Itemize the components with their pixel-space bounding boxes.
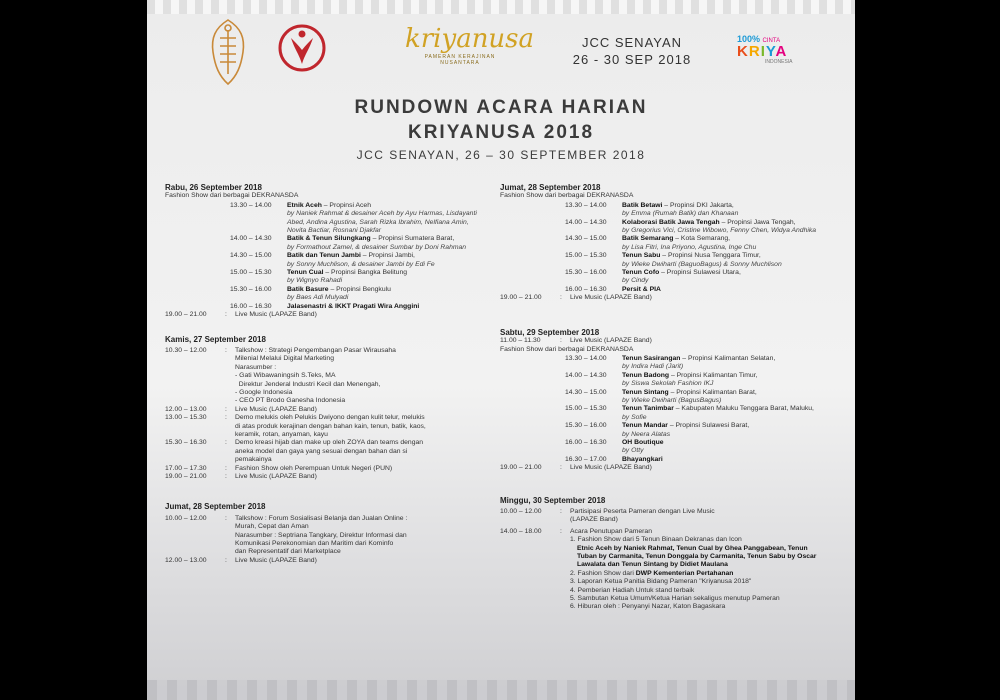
schedule-row: [500, 508, 830, 525]
separator: :: [560, 464, 562, 472]
activity-line: Narasumber : Septriana Tangkary, Direktur Informasi dan: [235, 531, 407, 539]
event-detail: [622, 269, 741, 286]
time-slot: 15.00 – 15.30: [565, 405, 607, 413]
dekranas-emblem-icon: [205, 18, 251, 86]
schedule-row: [500, 337, 830, 345]
activity-line: Demo melukis oleh Pelukis Dwiyono dengan kulit telur, melukis: [235, 414, 425, 422]
event-detail: [287, 286, 391, 303]
activity-line: Lawalata dan Tenun Sintang by Didiet Maulana: [577, 561, 728, 569]
venue-line2: 26 - 30 SEP 2018: [572, 52, 692, 67]
event-designer: by Wignyo Rahadi: [287, 277, 343, 285]
event-detail: [622, 355, 775, 372]
event-region: – Kabupaten Maluku Tenggara Barat, Maluku,: [673, 405, 814, 413]
activity-line: [570, 570, 830, 578]
ornament-border-bottom: [147, 680, 855, 700]
right-column: [500, 182, 830, 612]
event-name: Etnik Aceh: [287, 201, 322, 209]
activity-line: Acara Penutupan Pameran: [570, 527, 652, 535]
event-designer: by Sofie: [622, 413, 647, 421]
day-heading: Rabu, 26 September 2018: [165, 183, 262, 192]
event-designer: by Otty: [622, 447, 644, 455]
event-name: OH Boutique: [622, 438, 664, 446]
fashion-show-row: [500, 235, 830, 252]
event-name: Batik dan Tenun Jambi: [287, 252, 361, 260]
fashion-show-row: [500, 202, 830, 219]
event-detail: [622, 405, 814, 422]
fashion-show-row: [500, 389, 830, 406]
fashion-show-row: [500, 286, 830, 294]
event-name: Tenun Sabu: [622, 252, 661, 260]
separator: :: [560, 527, 562, 535]
activity-line: Talkshow : Forum Sosialisasi Belanja dan Jualan Online :: [235, 514, 408, 522]
event-region: – Propinsi Aceh: [321, 201, 371, 209]
event-designer: by Gregorius Vici, Cristine Wibowo, Fenny Chen, Widya Andhika: [622, 227, 817, 235]
schedule-row: [165, 406, 485, 414]
fashion-show-row: [500, 269, 830, 286]
schedule-row: [500, 528, 830, 612]
page-subtitle: KRIYANUSA 2018: [407, 122, 595, 143]
separator: :: [560, 508, 562, 515]
time-slot: 13.30 – 14.00: [565, 354, 607, 362]
fashion-show-row: [165, 235, 485, 252]
time-slot: 16.00 – 16.30: [230, 302, 272, 310]
activity-text: 2. Fashion Show dari: [570, 569, 636, 577]
activity: [235, 414, 485, 439]
activity-line: pemakainya: [235, 456, 272, 464]
event-detail: [287, 269, 407, 286]
time-slot: 15.00 – 15.30: [565, 252, 607, 260]
day-heading: Sabtu, 29 September 2018: [500, 327, 600, 337]
event-region: – Propinsi Jambi,: [360, 252, 415, 260]
poster-page: [147, 0, 855, 700]
schedule-row: [165, 311, 485, 319]
separator: :: [225, 556, 227, 564]
badge-letter: A: [775, 43, 788, 60]
event-name: Tenun Sasirangan: [622, 354, 681, 362]
time-slot: 19.00 – 21.00: [165, 311, 207, 319]
event-region: – Propinsi Bangka Belitung: [323, 269, 408, 277]
activity-line: Demo kreasi hijab dan make up oleh ZOYA dan teams dengan: [235, 439, 424, 447]
event-designer: by Indira Hadi (Jarit): [622, 363, 684, 371]
cinta-kriya-badge: [737, 34, 807, 65]
event-detail: [622, 252, 782, 269]
time-slot: 14.00 – 14.30: [230, 235, 272, 243]
event-designer: by Naniek Rahmat & desainer Aceh by Ayu Harmas, Lisdayanti Abed, Andina Agustina, Sarah Rizka Ibrahim, Nelfiana Amin, Novita Bactiar, Rosnani Djakfar: [287, 210, 477, 235]
time-slot: 16.30 – 17.00: [565, 455, 607, 463]
activity: [235, 465, 485, 473]
separator: :: [225, 464, 227, 472]
badge-cinta: CINTA: [762, 38, 781, 44]
time-slot: 15.30 – 16.00: [565, 422, 607, 430]
event-designer: by Cindy: [622, 277, 649, 285]
event-designer: by Wieke Dwiharti (BagusBagus): [622, 396, 722, 404]
event-detail: [622, 456, 663, 464]
event-detail: [622, 439, 664, 456]
activity-line: Murah, Cepat dan Aman: [235, 523, 309, 531]
activity-line: - Google Indonesia: [235, 388, 293, 396]
time-slot: 19.00 – 21.00: [500, 294, 542, 302]
event-designer: by Wieke Dwiharti (BaguoBagus) & Sonny Muchlison: [622, 260, 782, 268]
event-designer: by Emma (Rumah Batik) dan Khanaan: [622, 210, 739, 218]
fashion-show-row: [165, 286, 485, 303]
activity-line: aneka model dan gaya yang sesuai dengan bahan dan si: [235, 447, 408, 455]
schedule-list: [165, 515, 485, 565]
time-slot: 13.00 – 15.30: [165, 414, 207, 422]
activity-line: 3. Laporan Ketua Panitia Bidang Pameran "Kriyanusa 2018": [570, 578, 752, 586]
section-subtitle: Fashion Show dari berbagai DEKRANASDA: [500, 345, 634, 353]
event-designer: by Sonny Muchlison, & desainer Jambi by Edi Fe: [287, 260, 435, 268]
fashion-show-row: [500, 219, 830, 236]
time-slot: 14.30 – 15.00: [565, 388, 607, 396]
activity-line: dan Representatif dari Marketplace: [235, 548, 341, 556]
time-slot: 10.00 – 12.00: [500, 508, 542, 515]
event-region: – Propinsi Sulawesi Barat,: [667, 422, 750, 430]
day-heading: Jumat, 28 September 2018: [165, 502, 266, 512]
separator: :: [225, 514, 227, 522]
event-name: Batik & Tenun Silungkang: [287, 235, 371, 243]
event-list: [165, 202, 485, 311]
event-name: Batik Semarang: [622, 235, 674, 243]
activity-line: keramik, rotan, anyaman, kayu: [235, 430, 328, 438]
event-region: – Kota Semarang,: [673, 235, 731, 243]
time-slot: 19.00 – 21.00: [500, 464, 542, 472]
kriyanusa-logo: [405, 24, 535, 76]
badge-indonesia: INDONESIA: [765, 59, 793, 65]
event-region: – Propinsi Sulawesi Utara,: [659, 269, 741, 277]
schedule-row: [500, 464, 830, 472]
day-heading: Kamis, 27 September 2018: [165, 334, 266, 344]
activity: Live Music (LAPAZE Band): [235, 311, 317, 319]
event-detail: [287, 235, 466, 252]
activity: [235, 557, 485, 565]
activity-line: Milenial Melalui Digital Marketing: [235, 355, 334, 363]
event-designer: by Siswa Sekolah Fashion IKJ: [622, 380, 714, 388]
fashion-show-row: [500, 422, 830, 439]
event-name: Batik Basure: [287, 285, 329, 293]
event-name: Persit & PIA: [622, 285, 661, 293]
schedule-row: [500, 294, 830, 302]
separator: :: [225, 439, 227, 447]
activity-line: Fashion Show oleh Perempuan Untuk Negeri (PUN): [235, 464, 393, 472]
time-slot: 12.00 – 13.00: [165, 405, 207, 413]
schedule-row: [165, 557, 485, 565]
separator: :: [225, 346, 227, 354]
time-slot: 19.00 – 21.00: [165, 473, 207, 480]
event-region: – Propinsi Kalimantan Timur,: [669, 371, 758, 379]
separator: :: [560, 337, 562, 345]
day-heading: Jumat, 28 September 2018: [500, 183, 601, 192]
schedule-row: [165, 515, 485, 557]
section-subtitle: Fashion Show dari berbagai DEKRANASDA: [500, 192, 634, 200]
badge-letter: I: [760, 43, 766, 60]
activity: [235, 347, 485, 406]
activity-line: Live Music (LAPAZE Band): [235, 405, 317, 413]
event-designer: by Lisa Fitri, Ina Priyono, Agustina, Inge Chu: [622, 243, 757, 251]
fashion-show-row: [165, 252, 485, 269]
schedule-list: [165, 347, 485, 482]
event-detail: [287, 202, 485, 236]
event-name: Tenun Mandar: [622, 422, 668, 430]
event-detail: [622, 372, 757, 389]
activity-line: Etnic Aceh by Naniek Rahmat, Tenun Cual by Ghea Panggabean, Tenun: [577, 544, 808, 552]
event-designer: by Neera Alatas: [622, 430, 671, 438]
page-title: RUNDOWN ACARA HARIAN: [354, 97, 648, 118]
event-designer: by Formathout Zamel, & desainer Sumbar by Doni Rahman: [287, 243, 467, 251]
time-slot: 14.00 – 14.30: [565, 371, 607, 379]
activity-line: Live Music (LAPAZE Band): [235, 556, 317, 564]
fashion-show-row: [500, 355, 830, 372]
activity-line: Narasumber :: [235, 363, 277, 371]
fashion-show-row: [500, 372, 830, 389]
event-detail: [622, 235, 756, 252]
fashion-show-row: [165, 202, 485, 236]
time-slot: 13.30 – 14.00: [565, 201, 607, 209]
activity-line: 6. Hiburan oleh : Penyanyi Nazar, Katon Bagaskara: [570, 603, 726, 611]
event-list: [500, 202, 830, 294]
time-slot: 14.30 – 15.00: [230, 252, 272, 260]
event-detail: [622, 389, 757, 406]
event-region: – Propinsi DKI Jakarta,: [662, 201, 734, 209]
activity-line: - Gati Wibawaningsih S.Teks, MA: [235, 372, 336, 380]
activity: [570, 528, 830, 612]
time-slot: 10.00 – 12.00: [165, 514, 207, 522]
fashion-show-row: [500, 252, 830, 269]
schedule-row: [165, 439, 485, 464]
activity: Live Music (LAPAZE Band): [570, 464, 652, 472]
event-name: Tenun Cofo: [622, 269, 660, 277]
activity-text-bold: DWP Kementerian Pertahanan: [635, 569, 734, 577]
badge-letter: Y: [765, 43, 776, 60]
separator: :: [225, 414, 227, 422]
activity: [570, 508, 830, 525]
activity-line: Komunikasi Perekonomian dan Maritim dari Kominfo: [235, 540, 394, 548]
separator: :: [225, 405, 227, 413]
activity: Live Music (LAPAZE Band): [570, 294, 652, 302]
time-slot: 10.30 – 12.00: [165, 346, 207, 354]
event-detail: [622, 422, 749, 439]
activity-line: Talkshow : Strategi Pengembangan Pasar Wirausaha: [235, 346, 396, 354]
dekranasda-logo-icon: [277, 20, 327, 84]
event-name: Tenun Cual: [287, 269, 324, 277]
time-slot: 13.30 – 14.00: [230, 201, 272, 209]
fashion-show-row: [165, 269, 485, 286]
activity-line: 1. Fashion Show dari 5 Tenun Binaan Dekranas dan Icon: [570, 536, 742, 544]
event-name: Tenun Sintang: [622, 388, 669, 396]
activity-line: Tuban by Carmanita, Tenun Donggala by Carmanita, Tenun Sabu by Oscar: [577, 553, 817, 561]
event-designer: by Baes Adi Mulyadi: [287, 294, 349, 302]
event-name: Tenun Tanimbar: [622, 405, 674, 413]
time-slot: 15.00 – 15.30: [230, 269, 272, 277]
schedule-row: [165, 414, 485, 439]
event-detail: [622, 286, 661, 294]
event-detail: [287, 303, 419, 311]
venue-date-line: JCC SENAYAN, 26 – 30 SEPTEMBER 2018: [356, 148, 646, 162]
time-slot: 14.00 – 14.30: [565, 218, 607, 226]
event-region: – Propinsi Nusa Tenggara Timur,: [660, 252, 761, 260]
fashion-show-row: [165, 303, 485, 311]
kriyanusa-wordmark: kriyanusa: [405, 24, 535, 54]
time-slot: 16.00 – 16.30: [565, 438, 607, 446]
event-region: – Propinsi Kalimantan Barat,: [668, 388, 757, 396]
activity: [235, 473, 485, 481]
day-heading: Minggu, 30 September 2018: [500, 495, 606, 505]
section-subtitle: Fashion Show dari berbagai DEKRANASDA: [165, 192, 299, 200]
activity-line: di atas produk kerajinan dengan bahan kain, tenun, batik, kaos,: [235, 422, 426, 430]
ornament-border-top: [147, 0, 855, 14]
schedule-row: [165, 347, 485, 406]
fashion-show-row: [500, 405, 830, 422]
left-column: [165, 182, 485, 565]
fashion-show-row: [500, 439, 830, 456]
event-list: [500, 355, 830, 464]
event-region: – Propinsi Bengkulu: [328, 285, 391, 293]
activity-line: - CEO PT Brodo Ganesha Indonesia: [235, 397, 346, 405]
activity: Live Music (LAPAZE Band): [570, 337, 652, 345]
activity-line: Direktur Jenderal Industri Kecil dan Menengah,: [235, 380, 381, 388]
event-region: – Propinsi Jawa Tengah,: [719, 218, 796, 226]
event-name: Tenun Badong: [622, 371, 670, 379]
separator: :: [225, 473, 227, 480]
event-region: – Propinsi Sumatera Barat,: [370, 235, 455, 243]
schedule-row: [165, 473, 485, 481]
badge-letter: K: [737, 43, 749, 60]
time-slot: 12.00 – 13.00: [165, 556, 207, 564]
event-detail: [287, 252, 435, 269]
activity-line: 5. Sambutan Ketua Umum/Ketua Harian sekaligus menutup Pameran: [570, 595, 780, 603]
time-slot: 15.30 – 16.30: [165, 439, 207, 447]
time-slot: 11.00 – 11.30: [500, 337, 541, 345]
event-name: Batik Betawi: [622, 201, 663, 209]
event-detail: [622, 202, 738, 219]
time-slot: 16.00 – 16.30: [565, 285, 607, 293]
activity-line: Live Music (LAPAZE Band): [235, 473, 317, 480]
activity: [235, 515, 485, 557]
badge-letter: R: [748, 43, 761, 60]
time-slot: 15.30 – 16.00: [230, 285, 272, 293]
kriyanusa-tagline: PAMERAN KERAJINAN NUSANTARA: [424, 54, 496, 66]
event-detail: [622, 219, 816, 236]
schedule-row: [165, 465, 485, 473]
activity: [235, 439, 485, 464]
event-name: Jalasenastri & IKKT Pragati Wira Anggini: [287, 302, 420, 310]
activity-line: 4. Pemberian Hadiah Untuk stand terbaik: [570, 586, 695, 594]
separator: :: [225, 311, 227, 319]
time-slot: 14.30 – 15.00: [565, 235, 607, 243]
activity-line: (LAPAZE Band): [570, 516, 618, 524]
separator: :: [560, 294, 562, 302]
activity-line: Partisipasi Peserta Pameran dengan Live Music: [570, 508, 715, 515]
time-slot: 15.30 – 16.00: [565, 269, 607, 277]
fashion-show-row: [500, 456, 830, 464]
event-name: Kolaborasi Batik Jawa Tengah: [622, 218, 720, 226]
event-region: – Propinsi Kalimantan Selatan,: [680, 354, 776, 362]
badge-100: 100%: [737, 34, 761, 44]
venue-line1: JCC SENAYAN: [581, 35, 683, 50]
venue-header: [557, 35, 707, 67]
activity: [235, 406, 485, 414]
time-slot: 17.00 – 17.30: [165, 464, 207, 472]
time-slot: 14.00 – 18.00: [500, 527, 542, 535]
event-name: Bhayangkari: [622, 455, 663, 463]
